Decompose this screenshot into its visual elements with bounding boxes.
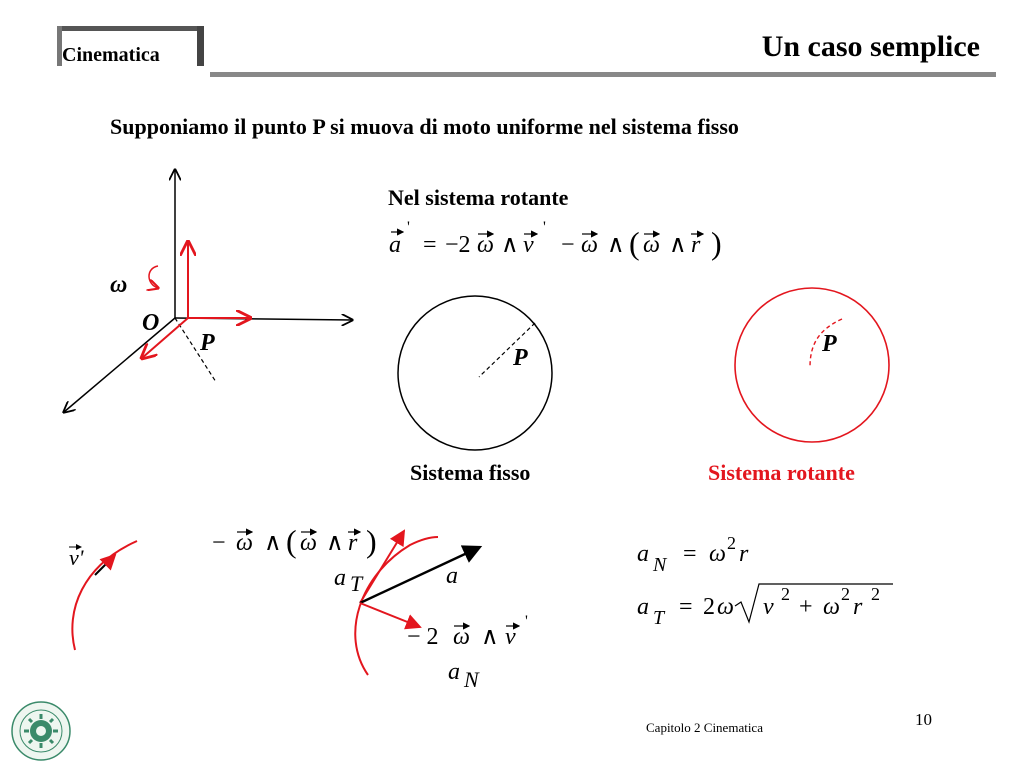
rotating-system-label: Nel sistema rotante bbox=[388, 185, 569, 210]
rotating-caption: Sistema rotante bbox=[708, 460, 855, 485]
subtitle: Supponiamo il punto P si muova di moto uniforme nel sistema fisso bbox=[110, 114, 739, 139]
v-prime-label: v' bbox=[69, 545, 84, 570]
svg-text:N: N bbox=[653, 554, 667, 576]
acceleration-diagram bbox=[330, 525, 530, 695]
svg-text:2: 2 bbox=[841, 584, 850, 604]
svg-text:ω: ω bbox=[300, 530, 317, 556]
svg-text:ω: ω bbox=[477, 232, 494, 258]
svg-text:r: r bbox=[691, 232, 701, 258]
fixed-system-circle bbox=[395, 295, 565, 455]
svg-text:r: r bbox=[853, 594, 863, 620]
svg-text:v: v bbox=[763, 594, 774, 620]
svg-text:ω: ω bbox=[717, 594, 734, 620]
section-label: Cinematica bbox=[62, 44, 160, 66]
svg-text:ω: ω bbox=[581, 232, 598, 258]
svg-text:− 2: − 2 bbox=[407, 624, 439, 650]
svg-text:': ' bbox=[525, 614, 528, 630]
svg-text:∧: ∧ bbox=[264, 530, 282, 556]
axes-diagram bbox=[50, 160, 370, 430]
svg-text:=: = bbox=[679, 594, 693, 620]
svg-text:v: v bbox=[523, 232, 534, 258]
svg-text:): ) bbox=[366, 523, 377, 559]
svg-text:T: T bbox=[653, 607, 665, 629]
rotating-point-label: P bbox=[822, 331, 837, 357]
svg-text:ω: ω bbox=[709, 541, 726, 567]
svg-text:+: + bbox=[799, 594, 813, 620]
svg-text:r: r bbox=[348, 530, 358, 556]
rotation-arrow-icon bbox=[149, 266, 158, 288]
svg-text:∧: ∧ bbox=[481, 624, 499, 650]
svg-text:2: 2 bbox=[871, 584, 880, 604]
svg-text:ω: ω bbox=[643, 232, 660, 258]
origin-label: O bbox=[142, 310, 160, 336]
svg-text:2: 2 bbox=[727, 535, 736, 553]
svg-text:−2: −2 bbox=[445, 232, 471, 258]
svg-text:2: 2 bbox=[703, 594, 715, 620]
fixed-caption: Sistema fisso bbox=[410, 460, 531, 485]
svg-text:N: N bbox=[464, 667, 479, 692]
svg-text:T: T bbox=[350, 571, 363, 596]
svg-text:ω: ω bbox=[823, 594, 840, 620]
svg-text:a: a bbox=[637, 541, 649, 567]
page-number: 10 bbox=[915, 710, 932, 729]
svg-text:∧: ∧ bbox=[326, 530, 344, 556]
svg-text:2: 2 bbox=[781, 584, 790, 604]
svg-text:=: = bbox=[683, 541, 697, 567]
svg-text:ω: ω bbox=[236, 530, 253, 556]
svg-text:': ' bbox=[543, 219, 546, 236]
svg-text:': ' bbox=[407, 219, 410, 236]
omega-label: ω bbox=[110, 272, 128, 298]
velocity-curve-diagram bbox=[55, 525, 165, 655]
svg-text:a: a bbox=[637, 594, 649, 620]
svg-text:(: ( bbox=[629, 225, 640, 261]
svg-text:a: a bbox=[448, 659, 460, 685]
rotating-system-circle bbox=[730, 285, 900, 450]
normal-acceleration-formula bbox=[635, 535, 785, 579]
svg-text:=: = bbox=[423, 232, 437, 258]
svg-text:): ) bbox=[711, 225, 722, 261]
svg-text:ω: ω bbox=[453, 624, 470, 650]
fixed-point-label: P bbox=[513, 345, 528, 371]
point-label: P bbox=[200, 330, 215, 356]
svg-text:∧: ∧ bbox=[669, 232, 687, 258]
svg-text:r: r bbox=[739, 541, 749, 567]
tangential-acceleration-formula bbox=[635, 580, 900, 630]
svg-text:a: a bbox=[389, 232, 401, 258]
svg-text:∧: ∧ bbox=[501, 232, 519, 258]
page-title: Un caso semplice bbox=[761, 30, 980, 63]
svg-text:−: − bbox=[212, 530, 226, 556]
svg-text:v: v bbox=[505, 624, 516, 650]
svg-text:a: a bbox=[334, 565, 346, 591]
footer-chapter: Capitolo 2 Cinematica bbox=[646, 720, 763, 735]
coriolis-term bbox=[405, 614, 545, 654]
svg-text:−: − bbox=[561, 232, 575, 258]
a-label: a bbox=[446, 563, 458, 589]
main-equation bbox=[385, 214, 765, 264]
svg-text:(: ( bbox=[286, 523, 297, 559]
svg-text:∧: ∧ bbox=[607, 232, 625, 258]
university-logo bbox=[10, 700, 72, 762]
header-rule bbox=[210, 72, 996, 77]
velocity-arrow bbox=[95, 555, 115, 575]
